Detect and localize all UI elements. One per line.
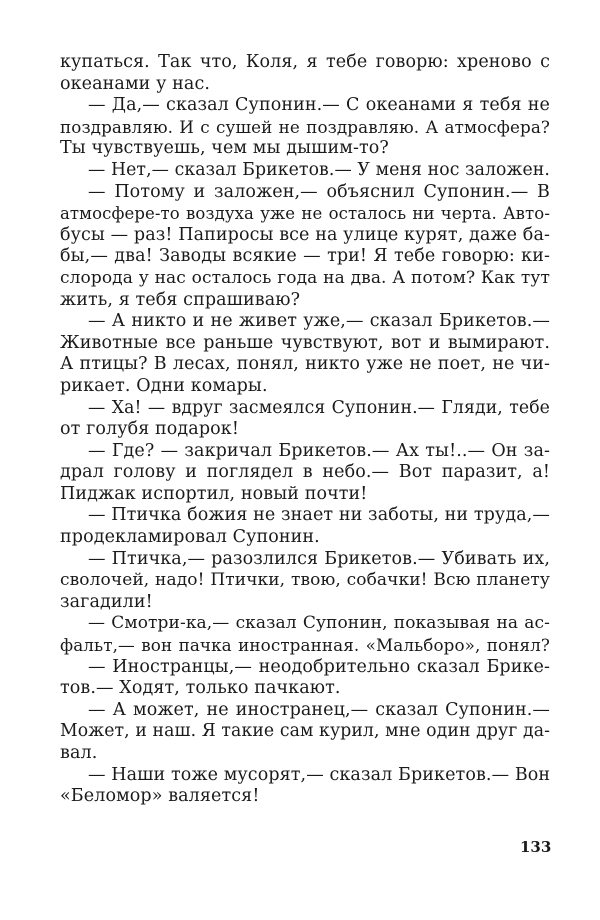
text-line: драл голову и поглядел в небо.— Вот паразит, а! — [60, 462, 550, 483]
text-line: — Потому и заложен,— объяснил Супонин.— В — [88, 181, 550, 202]
text-line: бусы — раз! Папиросы все на улице курят, даже ба- — [60, 224, 550, 245]
text-line: Может, и наш. Я такие сам курил, мне один друг да- — [60, 721, 551, 742]
text-line: от голубя подарок! — [60, 419, 239, 440]
text-line: сволочей, надо! Птички, твою, собачки! Всю планету — [60, 570, 550, 591]
text-line: — Наши тоже мусорят,— сказал Брикетов.— Вон — [88, 764, 551, 785]
text-line: фальт,— вон пачка иностранная. «Мальборо», понял? — [60, 635, 550, 656]
text-line: — Где? — закричал Брикетов.— Ах ты!..— Он за- — [88, 440, 550, 461]
text-line: Пиджак испортил, новый почти! — [60, 483, 368, 504]
text-line: вал. — [60, 743, 98, 763]
page-number: 133 — [520, 838, 552, 856]
page-text-body — [60, 52, 550, 808]
text-line: тов.— Ходят, только пачкают. — [60, 678, 341, 699]
text-line: Животные все раньше чувствуют, вот и вымирают. — [60, 332, 550, 353]
text-line: — Смотри-ка,— сказал Супонин, показывая на ас- — [88, 613, 550, 634]
text-line: атмосфере-то воздуха уже не осталось ни черта. Авто- — [60, 204, 550, 224]
text-line: — А может, не иностранец,— сказал Супонин.— — [88, 699, 550, 720]
text-line: — Ха! — вдруг засмеялся Супонин.— Гляди, тебе — [88, 397, 550, 418]
text-line: А птицы? В лесах, понял, никто уже не поет, не чи- — [60, 354, 550, 375]
text-line: «Беломор» валяется! — [60, 786, 260, 807]
text-line: бы,— два! Заводы всякие — три! Я тебе говорю: ки- — [60, 246, 550, 267]
text-line: Ты чувствуешь, чем мы дышим-то? — [60, 138, 389, 159]
text-line: поздравляю. И с сушей не поздравляю. А атмосфера? — [60, 116, 550, 137]
text-line: рикает. Одни комары. — [60, 375, 268, 396]
text-line: — Иностранцы,— неодобрительно сказал Брике- — [88, 656, 550, 677]
text-line: продекламировал Супонин. — [60, 527, 320, 548]
text-line: купаться. Так что, Коля, я тебе говорю: хреново с — [60, 52, 550, 72]
text-line: загадили! — [60, 591, 153, 612]
text-line: — Птичка,— разозлился Брикетов.— Убивать их, — [88, 548, 550, 569]
text-line: океанами у нас. — [60, 73, 211, 94]
text-line: — Да,— сказал Супонин.— С океанами я тебя не — [88, 95, 550, 116]
text-line: — А никто и не живет уже,— сказал Брикетов.— — [88, 311, 550, 332]
text-line: слорода у нас осталось года на два. А потом? Как тут — [60, 267, 550, 288]
text-line: — Нет,— сказал Брикетов.— У меня нос заложен. — [88, 159, 550, 180]
text-line: жить, я тебя спрашиваю? — [60, 289, 301, 310]
text-line: — Птичка божия не знает ни заботы, ни труда,— — [88, 505, 550, 526]
